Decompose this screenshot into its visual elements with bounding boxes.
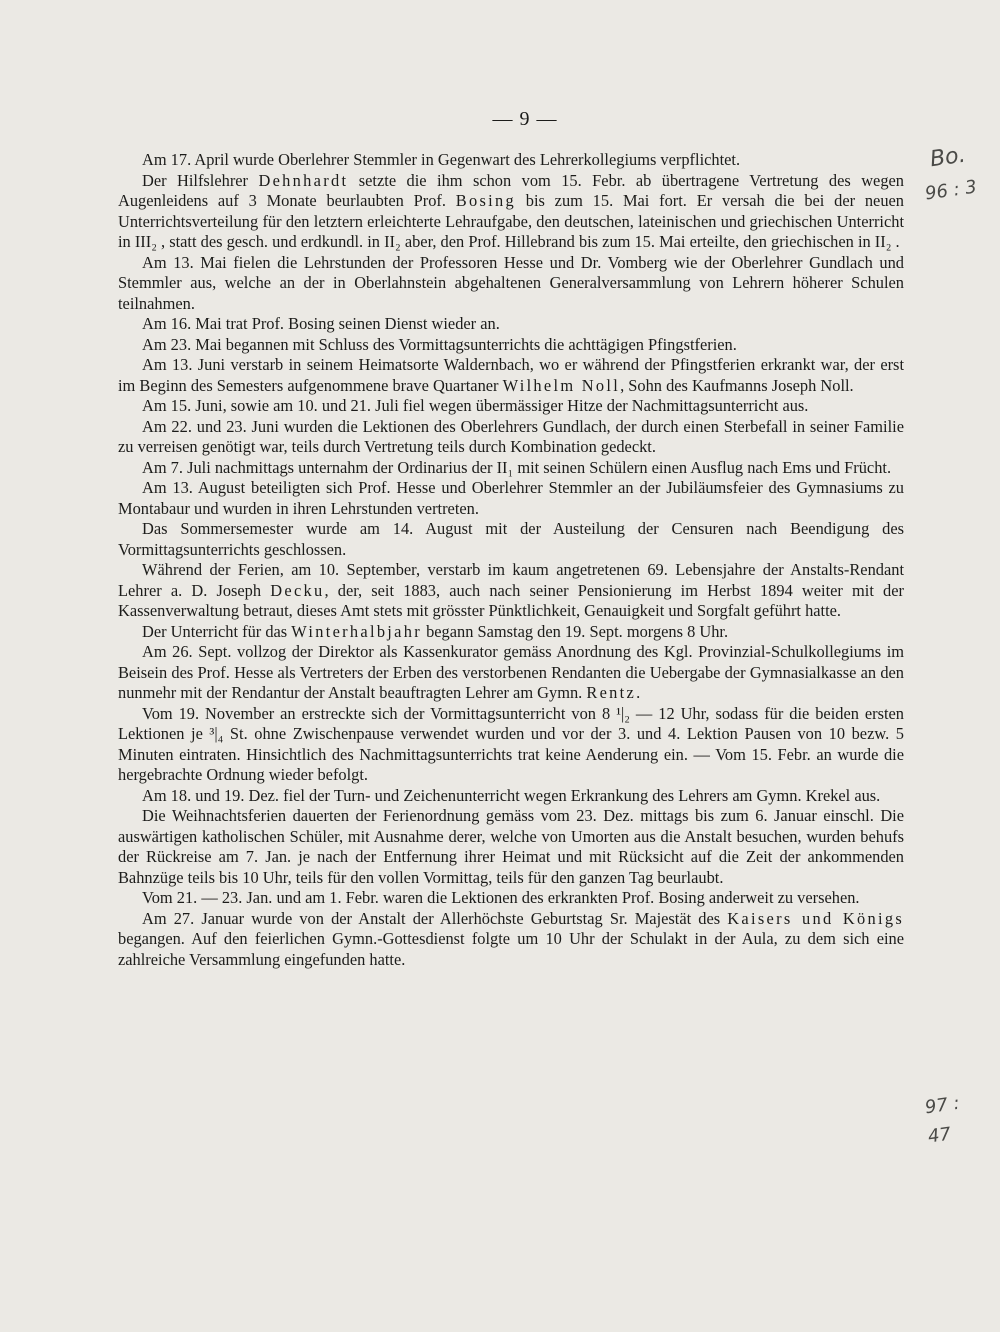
text-run: begann Samstag den 19. Sept. morgens 8 Uhr. bbox=[421, 621, 729, 641]
text-run: Vom 21. — 23. Jan. und am 1. Febr. waren die Lektionen des erkrankten Prof. Bosing anderweit zu versehen. bbox=[142, 888, 860, 907]
text-run: Am 23. Mai begannen mit Schluss des Vormittagsunterrichts die achttägigen Pfingstferien. bbox=[142, 334, 737, 354]
paragraph bbox=[118, 458, 904, 479]
paragraph bbox=[118, 888, 904, 909]
text-run: Am 7. Juli nachmittags unternahm der Ordinarius der II₁ mit seinen Schülern einen Ausflug nach Ems und Frücht. bbox=[142, 457, 892, 477]
text-run: Am 15. Juni, sowie am 10. und 21. Juli fiel wegen übermässiger Hitze der Nachmittagsunterricht aus. bbox=[142, 396, 809, 415]
paragraph bbox=[118, 519, 904, 560]
text-run: Der Unterricht für das bbox=[142, 621, 292, 641]
paragraph bbox=[118, 909, 904, 971]
paragraph bbox=[118, 560, 904, 622]
spaced-name: Rentz bbox=[586, 683, 637, 702]
paragraph bbox=[118, 253, 904, 315]
text-run: Am 27. Januar wurde von der Anstalt der Allerhöchste Geburtstag Sr. Majestät des bbox=[142, 908, 728, 928]
paragraph bbox=[118, 150, 904, 171]
text-run: Am 16. Mai trat Prof. Bosing seinen Dienst wieder an. bbox=[142, 314, 500, 333]
text-run: , Sohn des Kaufmanns Joseph Noll. bbox=[620, 375, 854, 395]
text-run: bis zum 15. Mai fort. Er versah die bei der neuen Unterrichtsverteilung für den letztern erleichterte Lehraufgabe, den deutschen, lateinischen und griechischen Unterricht in III₂ , statt des gesch. und erdkundl. in II₂ aber, den Prof. Hillebrand bis zum 15. Mai erteilte, den griechischen in II₂ . bbox=[118, 191, 904, 251]
text-run: Das Sommersemester wurde am 14. August mit der Austeilung der Censuren nach Beendigung des Vormittagsunterrichts geschlossen. bbox=[118, 519, 904, 559]
text-run: Am 13. August beteiligten sich Prof. Hesse und Oberlehrer Stemmler an der Jubiläumsfeier des Gymnasiums zu Montabaur und wurden in ihren Lehrstunden vertreten. bbox=[118, 478, 904, 518]
spaced-name: Winterhalbjahr bbox=[291, 621, 422, 641]
spaced-name: Wilhelm Noll bbox=[502, 375, 621, 395]
margin-note: Bo. bbox=[928, 142, 968, 173]
margin-note: 96 : 3 bbox=[923, 176, 979, 205]
paragraph bbox=[118, 396, 904, 417]
paragraph bbox=[118, 704, 904, 786]
spaced-name: Decku bbox=[270, 580, 325, 600]
text-run: . bbox=[636, 683, 641, 702]
text-run: Während der Ferien, am 10. September, verstarb im kaum angetretenen 69. Lebensjahre der Anstalts-Rendant Lehrer a. D. Joseph bbox=[118, 560, 904, 600]
text-run: Am 22. und 23. Juni wurden die Lektionen des Oberlehrers Gundlach, der durch einen Sterbefall in seiner Familie zu verreisen genötigt war, teils durch Vertretung teils durch Kombination gedeckt. bbox=[118, 416, 904, 456]
margin-note: 47 bbox=[926, 1123, 953, 1148]
paragraph bbox=[118, 355, 904, 396]
spaced-name: Bosing bbox=[455, 191, 516, 210]
text-run: Vom 19. November an erstreckte sich der Vormittagsunterricht von 8 ¹|₂ — 12 Uhr, sodass für die beiden ersten Lektionen je ³|₄ St. ohne Zwischenpause verwendet wurden und vor der 3. und 4. Lektion Pausen von 10 bezw. 5 Minuten eintraten. Hinsichtlich des Nachmittagsunterrichts trat keine Aenderung ein. — Vom 15. Febr. an wurde die hergebrachte Ordnung wieder befolgt. bbox=[118, 703, 904, 784]
text-run: Am 13. Mai fielen die Lehrstunden der Professoren Hesse und Dr. Vomberg wie der Oberlehrer Gundlach und Stemmler aus, welche an der in Oberlahnstein abgehaltenen Generalversammlung von Lehrern höherer Schulen teilnahmen. bbox=[118, 252, 904, 313]
paragraph bbox=[118, 335, 904, 356]
page-number: — 9 — bbox=[492, 108, 558, 130]
paragraph bbox=[118, 786, 904, 807]
margin-note: 97 : bbox=[923, 1092, 961, 1119]
text-run: Die Weihnachtsferien dauerten der Ferienordnung gemäss vom 23. Dez. mittags bis zum 6. Januar einschl. Die auswärtigen katholischen Schüler, mit Ausnahme derer, welche von Umorten aus die Anstalt besuchen, wurden behufs der Rückreise am 7. Jan. je nach der Entfernung ihrer Heimat und mit Rücksicht auf die Zeit der ankommenden Bahnzüge teils bis 10 Uhr, teils für den vollen Vormittag, teils für den ganzen Tag beurlaubt. bbox=[118, 806, 904, 887]
text-run: Am 17. April wurde Oberlehrer Stemmler in Gegenwart des Lehrerkollegiums verpflichtet. bbox=[142, 150, 741, 169]
paragraph bbox=[118, 478, 904, 519]
text-run: setzte die ihm schon vom 15. Febr. ab übertragene Vertretung des wegen Augenleidens auf 3 Monate beurlaubten Prof. bbox=[118, 170, 904, 210]
text-run: begangen. Auf den feierlichen Gymn.-Gottesdienst folgte um 10 Uhr der Schulakt in der Aula, zu dem sich eine zahlreiche Versammlung eingefunden hatte. bbox=[118, 929, 904, 969]
text-run: Der Hilfslehrer bbox=[142, 170, 259, 190]
text-run: , der, seit 1883, auch nach seiner Pensionierung im Herbst 1894 weiter mit der Kassenverwaltung betraut, dieses Amt stets mit grösster Pünktlichkeit, Genauigkeit und Sorgfalt geführt hatte. bbox=[118, 580, 904, 620]
paragraph bbox=[118, 171, 904, 253]
text-run: Am 18. und 19. Dez. fiel der Turn- und Zeichenunterricht wegen Erkrankung des Lehrers am Gymn. Krekel aus. bbox=[142, 785, 881, 805]
spaced-name: Kaisers und Königs bbox=[727, 908, 904, 928]
text-run: Am 13. Juni verstarb in seinem Heimatsorte Waldernbach, wo er während der Pfingstferien erkrankt war, der erst im Beginn des Semesters aufgenommene brave Quartaner bbox=[118, 355, 904, 395]
body-text bbox=[118, 150, 904, 970]
text-run: Am 26. Sept. vollzog der Direktor als Kassenkurator gemäss Anordnung des Kgl. Provinzial-Schulkollegiums im Beisein des Prof. Hesse als Vertreters der Erben des verstorbenen Rendanten die Uebergabe der Gymnasialkasse an den nunmehr mit der Rendantur der Anstalt beauftragten Lehrer am Gymn. bbox=[118, 642, 904, 702]
paragraph bbox=[118, 314, 904, 335]
paragraph bbox=[118, 642, 904, 704]
paragraph bbox=[118, 806, 904, 888]
spaced-name: Dehnhardt bbox=[258, 170, 349, 190]
paragraph bbox=[118, 417, 904, 458]
paragraph bbox=[118, 622, 904, 643]
